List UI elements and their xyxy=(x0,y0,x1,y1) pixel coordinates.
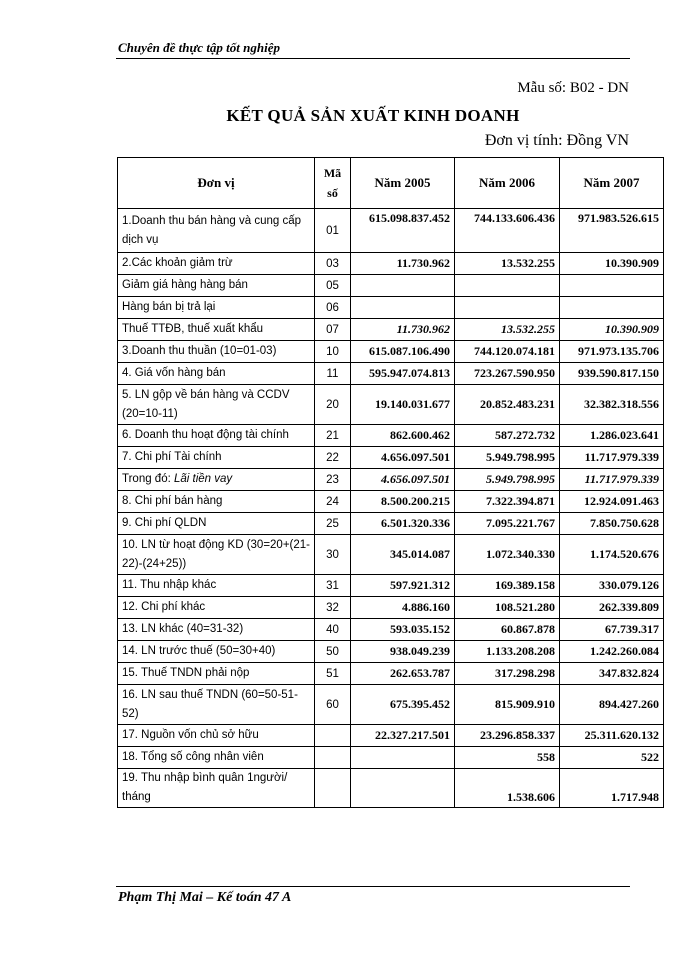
row-code: 60 xyxy=(315,685,351,725)
row-value-2006: 587.272.732 xyxy=(455,425,560,447)
row-value-2007: 10.390.909 xyxy=(560,319,664,341)
table-row xyxy=(118,663,664,685)
row-label xyxy=(118,297,315,319)
row-value-2005: 597.921.312 xyxy=(351,575,455,597)
row-value-2007: 10.390.909 xyxy=(560,253,664,275)
row-value-2007: 347.832.824 xyxy=(560,663,664,685)
header-year-2007: Năm 2007 xyxy=(560,158,664,209)
row-value-2006: 1.133.208.208 xyxy=(455,641,560,663)
row-value-2006: 5.949.798.995 xyxy=(455,469,560,491)
row-value-2006: 60.867.878 xyxy=(455,619,560,641)
row-label xyxy=(118,209,315,253)
form-code: Mẫu số: B02 - DN xyxy=(517,80,629,96)
row-label-text: 14. LN trước thuế (50=30+40) xyxy=(122,645,276,657)
table-row xyxy=(118,769,664,808)
row-value-2005: 11.730.962 xyxy=(351,319,455,341)
row-value-2007: 1.717.948 xyxy=(560,769,664,808)
row-value-2005: 22.327.217.501 xyxy=(351,725,455,747)
row-label xyxy=(118,575,315,597)
row-label-text: 12. Chi phí khác xyxy=(122,601,206,613)
row-value-2007: 522 xyxy=(560,747,664,769)
row-value-2005: 593.035.152 xyxy=(351,619,455,641)
row-label-text: 10. LN từ hoạt động KD (30=20+(21-22)-(24+25)) xyxy=(122,538,310,570)
row-label-text: 5. LN gộp về bán hàng và CCDV (20=10-11) xyxy=(122,388,290,420)
row-label xyxy=(118,425,315,447)
row-label-text: 9. Chi phí QLDN xyxy=(122,517,207,529)
row-value-2007: 971.983.526.615 xyxy=(560,209,664,253)
row-value-2007: 25.311.620.132 xyxy=(560,725,664,747)
table-row xyxy=(118,275,664,297)
row-value-2007 xyxy=(560,275,664,297)
row-value-2007: 1.286.023.641 xyxy=(560,425,664,447)
row-value-2006: 1.538.606 xyxy=(455,769,560,808)
row-value-2005: 4.886.160 xyxy=(351,597,455,619)
row-code: 11 xyxy=(315,363,351,385)
row-value-2007: 11.717.979.339 xyxy=(560,447,664,469)
row-value-2005: 6.501.320.336 xyxy=(351,513,455,535)
row-value-2006: 744.133.606.436 xyxy=(455,209,560,253)
row-code: 25 xyxy=(315,513,351,535)
row-code: 21 xyxy=(315,425,351,447)
row-value-2007: 32.382.318.556 xyxy=(560,385,664,425)
row-value-2005: 595.947.074.813 xyxy=(351,363,455,385)
row-code: 23 xyxy=(315,469,351,491)
row-value-2006: 7.095.221.767 xyxy=(455,513,560,535)
row-label xyxy=(118,769,315,808)
row-value-2006: 815.909.910 xyxy=(455,685,560,725)
row-label xyxy=(118,619,315,641)
table-row xyxy=(118,363,664,385)
row-code xyxy=(315,747,351,769)
row-code: 07 xyxy=(315,319,351,341)
row-label-text: 11. Thu nhập khác xyxy=(122,579,217,591)
row-value-2005 xyxy=(351,747,455,769)
currency-unit: Đơn vị tính: Đồng VN xyxy=(484,132,629,149)
row-value-2007: 11.717.979.339 xyxy=(560,469,664,491)
row-value-2005: 615.087.106.490 xyxy=(351,341,455,363)
row-label-text: 17. Nguồn vốn chủ sở hữu xyxy=(122,729,259,741)
row-value-2005: 19.140.031.677 xyxy=(351,385,455,425)
row-value-2006: 5.949.798.995 xyxy=(455,447,560,469)
row-label-text: Trong đó: xyxy=(122,473,171,485)
row-value-2006: 108.521.280 xyxy=(455,597,560,619)
row-value-2006: 1.072.340.330 xyxy=(455,535,560,575)
row-value-2007: 12.924.091.463 xyxy=(560,491,664,513)
table-row xyxy=(118,513,664,535)
row-code xyxy=(315,769,351,808)
row-value-2007: 1.242.260.084 xyxy=(560,641,664,663)
row-label xyxy=(118,641,315,663)
row-label xyxy=(118,491,315,513)
row-label xyxy=(118,275,315,297)
row-value-2006: 20.852.483.231 xyxy=(455,385,560,425)
header-year-2006: Năm 2006 xyxy=(455,158,560,209)
row-code: 03 xyxy=(315,253,351,275)
row-value-2007: 330.079.126 xyxy=(560,575,664,597)
row-value-2005: 4.656.097.501 xyxy=(351,447,455,469)
row-value-2005: 938.049.239 xyxy=(351,641,455,663)
row-label-text: 16. LN sau thuế TNDN (60=50-51-52) xyxy=(122,688,298,720)
table-row xyxy=(118,209,664,253)
row-label xyxy=(118,513,315,535)
row-value-2006: 317.298.298 xyxy=(455,663,560,685)
row-code: 10 xyxy=(315,341,351,363)
row-label xyxy=(118,253,315,275)
row-value-2006 xyxy=(455,275,560,297)
table-row xyxy=(118,535,664,575)
row-label xyxy=(118,747,315,769)
table-row xyxy=(118,619,664,641)
row-code: 06 xyxy=(315,297,351,319)
row-value-2005 xyxy=(351,297,455,319)
row-value-2006: 7.322.394.871 xyxy=(455,491,560,513)
row-label xyxy=(118,597,315,619)
row-value-2006: 23.296.858.337 xyxy=(455,725,560,747)
row-label-text: 18. Tổng số công nhân viên xyxy=(122,751,264,763)
row-value-2006: 558 xyxy=(455,747,560,769)
row-code xyxy=(315,725,351,747)
row-label-text: 13. LN khác (40=31-32) xyxy=(122,623,244,635)
footer-divider xyxy=(116,886,630,887)
row-value-2005: 4.656.097.501 xyxy=(351,469,455,491)
row-code: 05 xyxy=(315,275,351,297)
row-label xyxy=(118,725,315,747)
table-body xyxy=(118,209,664,808)
row-code: 32 xyxy=(315,597,351,619)
table-row xyxy=(118,385,664,425)
row-value-2007 xyxy=(560,297,664,319)
table-row xyxy=(118,425,664,447)
header-code: Mã số xyxy=(315,158,351,209)
row-label-text: 2.Các khoản giảm trừ xyxy=(122,257,233,269)
row-label xyxy=(118,447,315,469)
row-value-2007: 894.427.260 xyxy=(560,685,664,725)
table-row xyxy=(118,747,664,769)
row-value-2005: 262.653.787 xyxy=(351,663,455,685)
row-label xyxy=(118,535,315,575)
row-label-text: Giảm giá hàng hàng bán xyxy=(122,279,248,291)
row-value-2005: 675.395.452 xyxy=(351,685,455,725)
row-label-text: 8. Chi phí bán hàng xyxy=(122,495,223,507)
footer-author: Phạm Thị Mai – Kế toán 47 A xyxy=(118,890,292,905)
table-row xyxy=(118,253,664,275)
row-value-2005: 615.098.837.452 xyxy=(351,209,455,253)
header-divider xyxy=(116,58,630,59)
header-year-2005: Năm 2005 xyxy=(351,158,455,209)
row-value-2007: 7.850.750.628 xyxy=(560,513,664,535)
table-row xyxy=(118,685,664,725)
row-value-2006: 13.532.255 xyxy=(455,253,560,275)
row-label-text: 15. Thuế TNDN phải nộp xyxy=(122,667,250,679)
row-value-2005: 8.500.200.215 xyxy=(351,491,455,513)
row-value-2006: 169.389.158 xyxy=(455,575,560,597)
row-value-2007: 971.973.135.706 xyxy=(560,341,664,363)
row-value-2005: 345.014.087 xyxy=(351,535,455,575)
row-label xyxy=(118,685,315,725)
document-header-title: Chuyên đề thực tập tốt nghiệp xyxy=(118,40,280,55)
row-code: 24 xyxy=(315,491,351,513)
table-row xyxy=(118,297,664,319)
table-row xyxy=(118,469,664,491)
row-label-text: 3.Doanh thu thuần (10=01-03) xyxy=(122,345,277,357)
table-row xyxy=(118,597,664,619)
row-label xyxy=(118,469,315,491)
table-row xyxy=(118,725,664,747)
table-row xyxy=(118,575,664,597)
income-statement-table xyxy=(117,157,664,808)
row-code: 50 xyxy=(315,641,351,663)
row-value-2005: 862.600.462 xyxy=(351,425,455,447)
row-value-2006 xyxy=(455,297,560,319)
table-row xyxy=(118,447,664,469)
row-value-2005 xyxy=(351,769,455,808)
table-row xyxy=(118,491,664,513)
row-label-text: 1.Doanh thu bán hàng và cung cấp dịch vụ xyxy=(122,214,302,246)
row-label xyxy=(118,363,315,385)
row-value-2006: 723.267.590.950 xyxy=(455,363,560,385)
table-row xyxy=(118,641,664,663)
row-label xyxy=(118,341,315,363)
row-value-2007: 939.590.817.150 xyxy=(560,363,664,385)
table-row xyxy=(118,341,664,363)
row-value-2006: 13.532.255 xyxy=(455,319,560,341)
row-value-2007: 1.174.520.676 xyxy=(560,535,664,575)
row-label-text: 4. Giá vốn hàng bán xyxy=(122,367,226,379)
row-label-text: 19. Thu nhập bình quân 1người/ tháng xyxy=(122,772,288,803)
row-code: 01 xyxy=(315,209,351,253)
row-label xyxy=(118,385,315,425)
row-value-2006: 744.120.074.181 xyxy=(455,341,560,363)
row-code: 30 xyxy=(315,535,351,575)
row-code: 22 xyxy=(315,447,351,469)
row-code: 40 xyxy=(315,619,351,641)
row-code: 51 xyxy=(315,663,351,685)
header-label: Đơn vị xyxy=(118,158,315,209)
row-value-2005: 11.730.962 xyxy=(351,253,455,275)
row-label-text: 6. Doanh thu hoạt động tài chính xyxy=(122,429,289,441)
row-code: 31 xyxy=(315,575,351,597)
row-label xyxy=(118,319,315,341)
row-value-2007: 67.739.317 xyxy=(560,619,664,641)
table-header-row xyxy=(118,158,664,209)
row-label-text: Thuế TTĐB, thuế xuất khẩu xyxy=(122,323,264,335)
row-label-italic-text: Lãi tiền vay xyxy=(174,473,233,485)
table-row xyxy=(118,319,664,341)
report-title: KẾT QUẢ SẢN XUẤT KINH DOANH xyxy=(226,106,520,125)
row-label-text: Hàng bán bị trả lại xyxy=(122,301,216,313)
row-label-text: 7. Chi phí Tài chính xyxy=(122,451,222,463)
row-label xyxy=(118,663,315,685)
row-code: 20 xyxy=(315,385,351,425)
row-value-2007: 262.339.809 xyxy=(560,597,664,619)
row-value-2005 xyxy=(351,275,455,297)
